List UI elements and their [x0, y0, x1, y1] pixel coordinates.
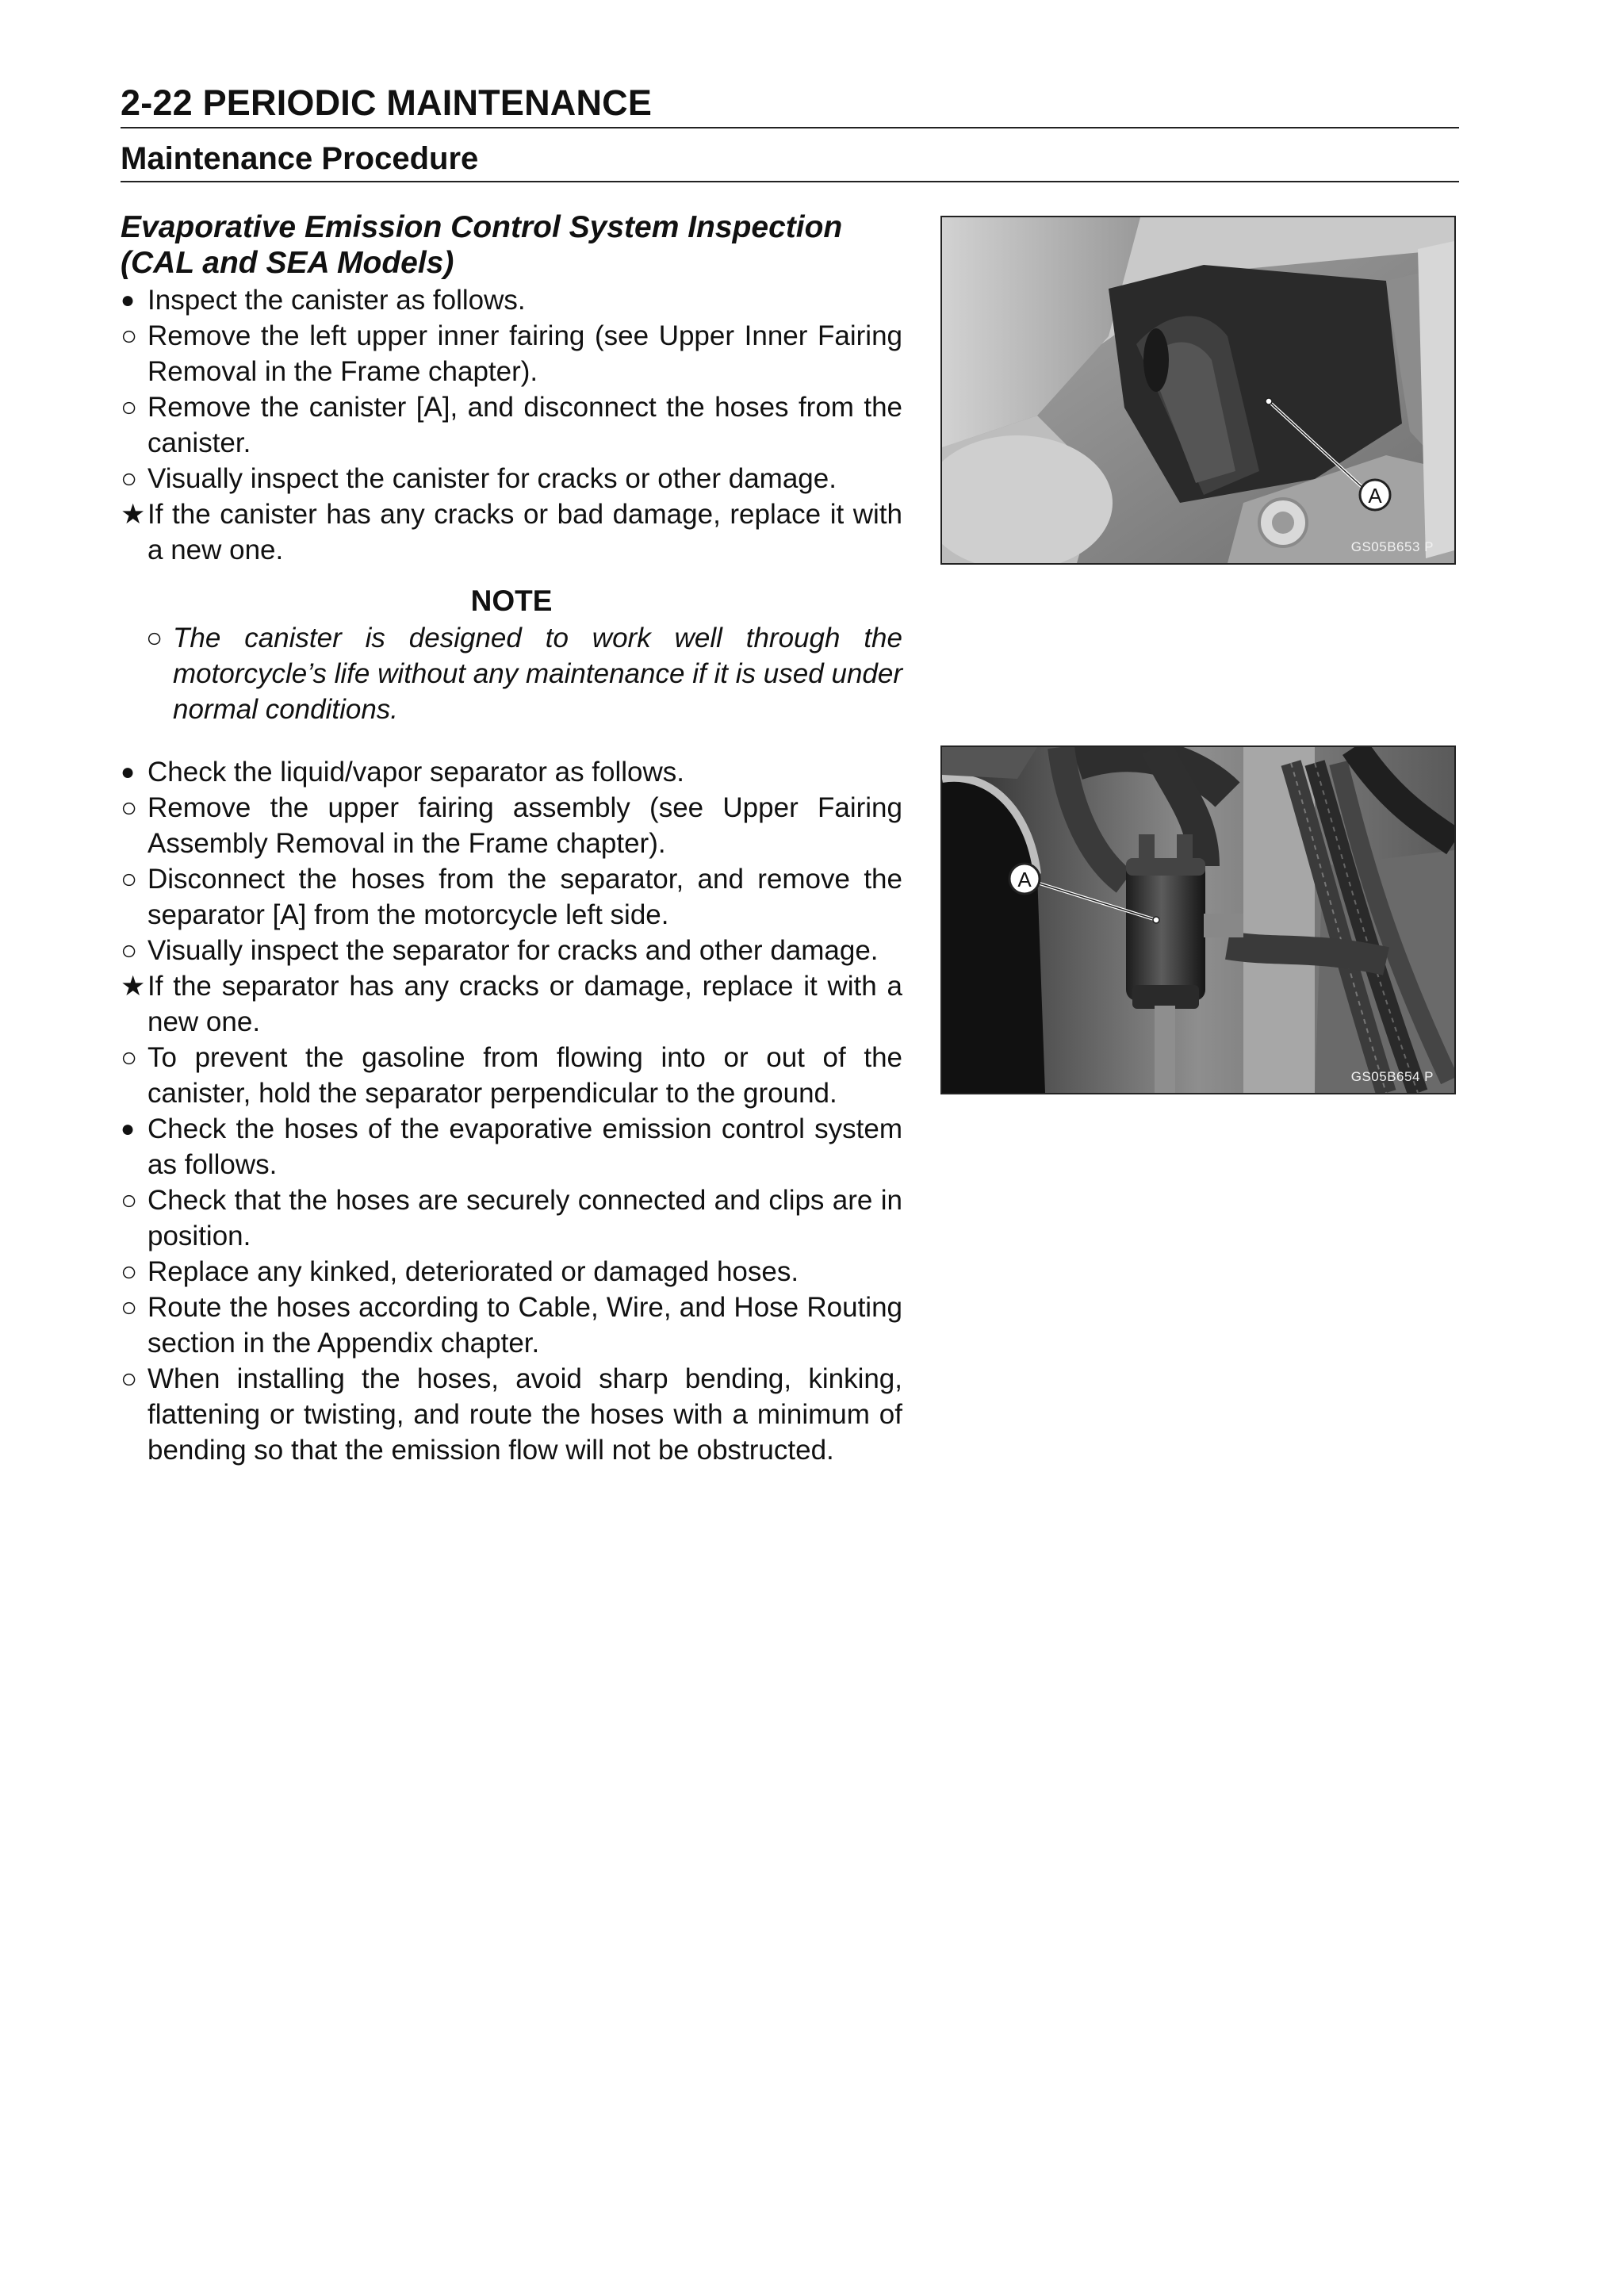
bullet-marker: ● — [121, 1116, 136, 1142]
bullet-marker: ● — [121, 287, 136, 313]
step-item — [121, 754, 902, 790]
step-text: Disconnect the hoses from the separator, and remove the separator [A] from the motorcycle left side. — [147, 864, 902, 930]
sub-step-marker: ○ — [121, 1292, 138, 1323]
sub-step-marker: ○ — [121, 1256, 138, 1287]
procedure-text — [121, 209, 902, 1468]
callout-a-badge — [1009, 864, 1040, 894]
step-item — [121, 933, 902, 968]
step-list-canister — [121, 282, 902, 568]
step-text: Check that the hoses are securely connected and clips are in position. — [147, 1185, 902, 1251]
step-item — [121, 282, 902, 318]
step-text: To prevent the gasoline from flowing into or out of the canister, hold the separator perpendicular to the ground. — [147, 1042, 902, 1109]
step-item — [121, 1254, 902, 1290]
step-text: Replace any kinked, deteriorated or damaged hoses. — [147, 1256, 799, 1287]
step-item — [121, 389, 902, 461]
page-header — [121, 79, 1459, 182]
chapter-title: 2-22 PERIODIC MAINTENANCE — [121, 82, 653, 123]
step-text: Check the liquid/vapor separator as follows. — [147, 757, 685, 788]
step-item — [121, 318, 902, 389]
step-text: Route the hoses according to Cable, Wire, and Hose Routing section in the Appendix chapter. — [147, 1292, 902, 1359]
sub-step-marker: ○ — [121, 320, 138, 351]
sub-step-marker: ○ — [121, 1042, 138, 1073]
article-title: Evaporative Emission Control System Inspection (CAL and SEA Models) — [121, 210, 843, 280]
callout-a-badge — [1360, 480, 1390, 510]
note-body — [121, 620, 902, 727]
star-marker: ★ — [121, 971, 146, 1002]
step-text: Remove the upper fairing assembly (see Upper Fairing Assembly Removal in the Frame chapter). — [147, 792, 902, 859]
sub-step-marker: ○ — [121, 935, 138, 966]
sub-step-marker: ○ — [121, 1185, 138, 1216]
star-marker: ★ — [121, 499, 146, 530]
step-item — [121, 1111, 902, 1182]
step-text: Inspect the canister as follows. — [147, 285, 526, 316]
step-item — [121, 461, 902, 496]
separator-photo — [940, 745, 1456, 1094]
separator-photo-illustration — [942, 747, 1454, 1093]
step-item — [121, 1290, 902, 1361]
canister-photo — [940, 216, 1456, 565]
step-item — [121, 861, 902, 933]
callout-label: A — [1017, 868, 1032, 891]
step-text: If the canister has any cracks or bad damage, replace it with a new one. — [147, 499, 902, 565]
step-item — [121, 790, 902, 861]
step-text: Visually inspect the canister for cracks or other damage. — [147, 463, 837, 494]
section-rule — [121, 181, 1459, 182]
sub-step-marker: ○ — [121, 864, 138, 895]
step-text: If the separator has any cracks or damage, replace it with a new one. — [147, 971, 902, 1037]
bullet-marker: ● — [121, 759, 136, 785]
sub-step-marker: ○ — [121, 392, 138, 423]
step-item — [121, 1182, 902, 1254]
sub-step-marker: ○ — [121, 1363, 138, 1394]
canister-photo-illustration — [942, 217, 1454, 563]
figure-code: GS05B654 P — [1350, 1069, 1434, 1084]
step-text: When installing the hoses, avoid sharp bending, kinking, flattening or twisting, and route the hoses with a minimum of bending so that the emission flow will not be obstructed. — [147, 1363, 902, 1466]
note-title: NOTE — [470, 584, 553, 617]
note-text: The canister is designed to work well through the motorcycle’s life without any maintenance if it is used under normal conditions. — [173, 623, 902, 725]
step-text: Remove the canister [A], and disconnect the hoses from the canister. — [147, 392, 902, 458]
step-item — [121, 1040, 902, 1111]
figure-code: GS05B653 P — [1350, 539, 1434, 554]
step-item — [121, 1361, 902, 1468]
step-text: Check the hoses of the evaporative emission control system as follows. — [147, 1113, 902, 1180]
section-title: Maintenance Procedure — [121, 141, 479, 176]
callout-label: A — [1368, 484, 1382, 508]
sub-step-marker: ○ — [121, 463, 138, 494]
sub-step-marker: ○ — [121, 792, 138, 823]
step-text: Remove the left upper inner fairing (see Upper Inner Fairing Removal in the Frame chapter). — [147, 320, 902, 387]
step-list-separator-hoses — [121, 754, 902, 1468]
sub-step-marker: ○ — [146, 623, 163, 653]
header-rule — [121, 127, 1459, 128]
step-item — [121, 496, 902, 568]
step-text: Visually inspect the separator for cracks and other damage. — [147, 935, 879, 966]
step-item — [121, 968, 902, 1040]
